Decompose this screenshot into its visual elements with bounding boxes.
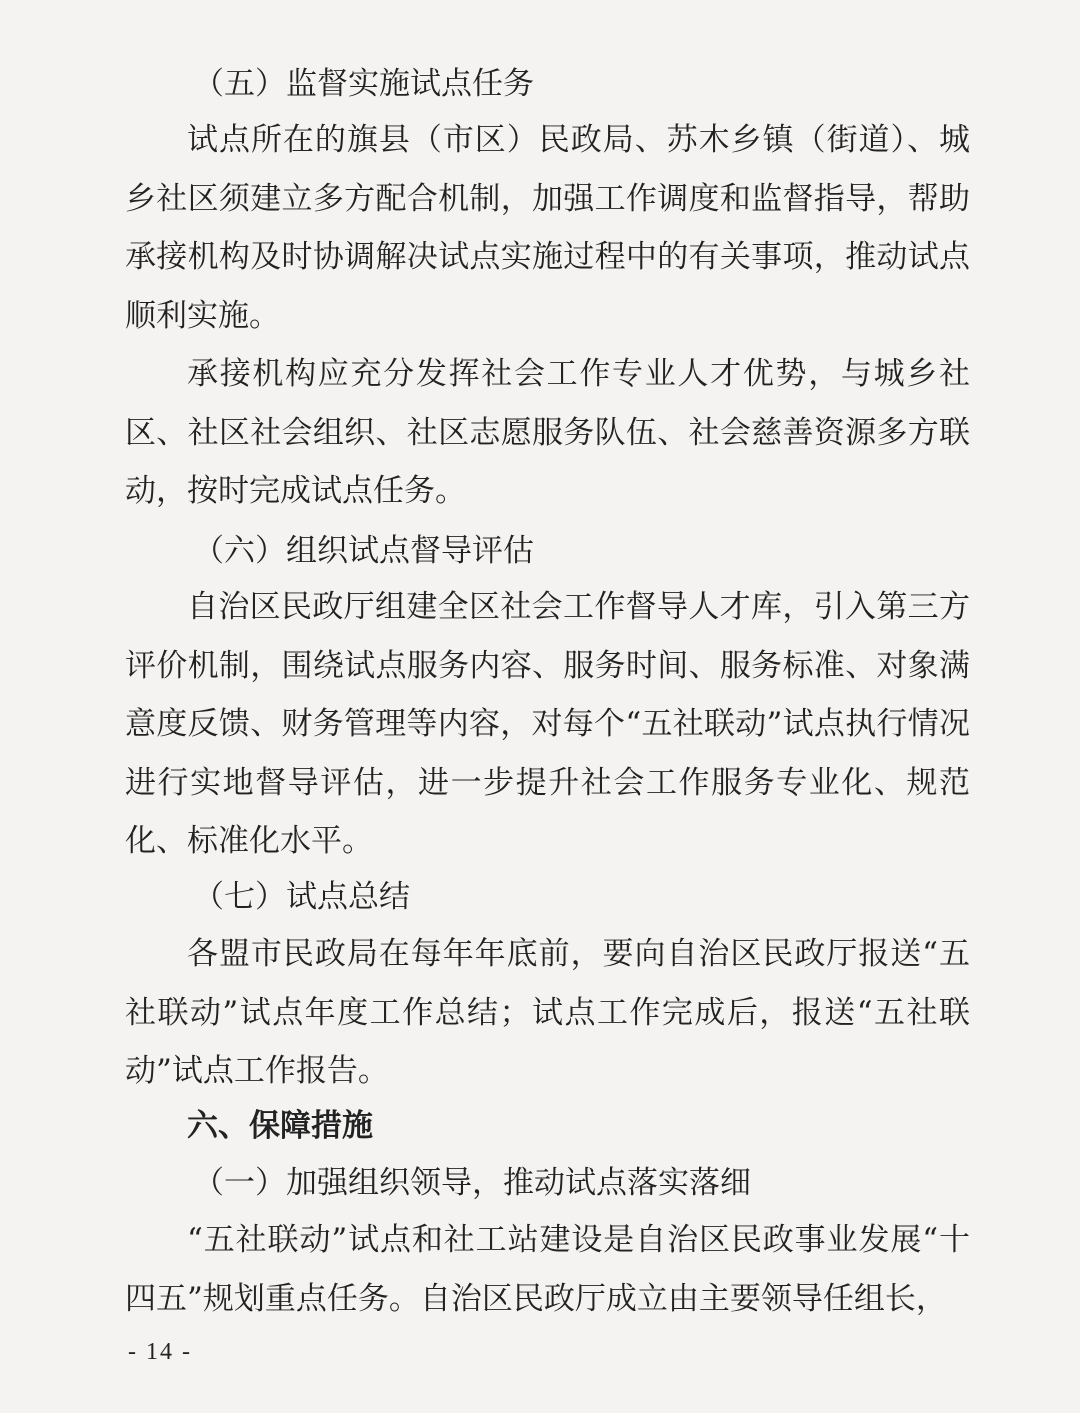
heading-supervise: （五）监督实施试点任务 bbox=[193, 66, 534, 102]
paragraph-3: 自治区民政厅组建全区社会工作督导人才库，引入第三方评价机制，围绕试点服务内容、服务时间、服务标准、对象满意度反馈、财务管理等内容，对每个“五社联动”试点执行情况进行实地督导评估，进一步提升社会工作服务专业化、规范化、标准化水平。 bbox=[125, 589, 970, 859]
paragraph-2: 承接机构应充分发挥社会工作专业人才优势，与城乡社区、社区社会组织、社区志愿服务队伍、社会慈善资源多方联动，按时完成试点任务。 bbox=[125, 356, 970, 509]
paragraph-1: 试点所在的旗县（市区）民政局、苏木乡镇（街道）、城乡社区须建立多方配合机制，加强工作调度和监督指导，帮助承接机构及时协调解决试点实施过程中的有关事项，推动试点顺利实施。 bbox=[125, 122, 970, 334]
paragraph-5: “五社联动”试点和社工站建设是自治区民政事业发展“十四五”规划重点任务。自治区民政厅成立由主要领导任组长， bbox=[125, 1222, 970, 1317]
heading-leadership: （一）加强组织领导，推动试点落实落细 bbox=[193, 1165, 751, 1201]
heading-safeguards: 六、保障措施 bbox=[187, 1108, 373, 1144]
heading-evaluation: （六）组织试点督导评估 bbox=[193, 533, 534, 569]
paragraph-4: 各盟市民政局在每年年底前，要向自治区民政厅报送“五社联动”试点年度工作总结；试点工作完成后，报送“五社联动”试点工作报告。 bbox=[125, 936, 970, 1089]
page-number: - 14 - bbox=[128, 1339, 192, 1365]
heading-summary: （七）试点总结 bbox=[193, 879, 410, 915]
